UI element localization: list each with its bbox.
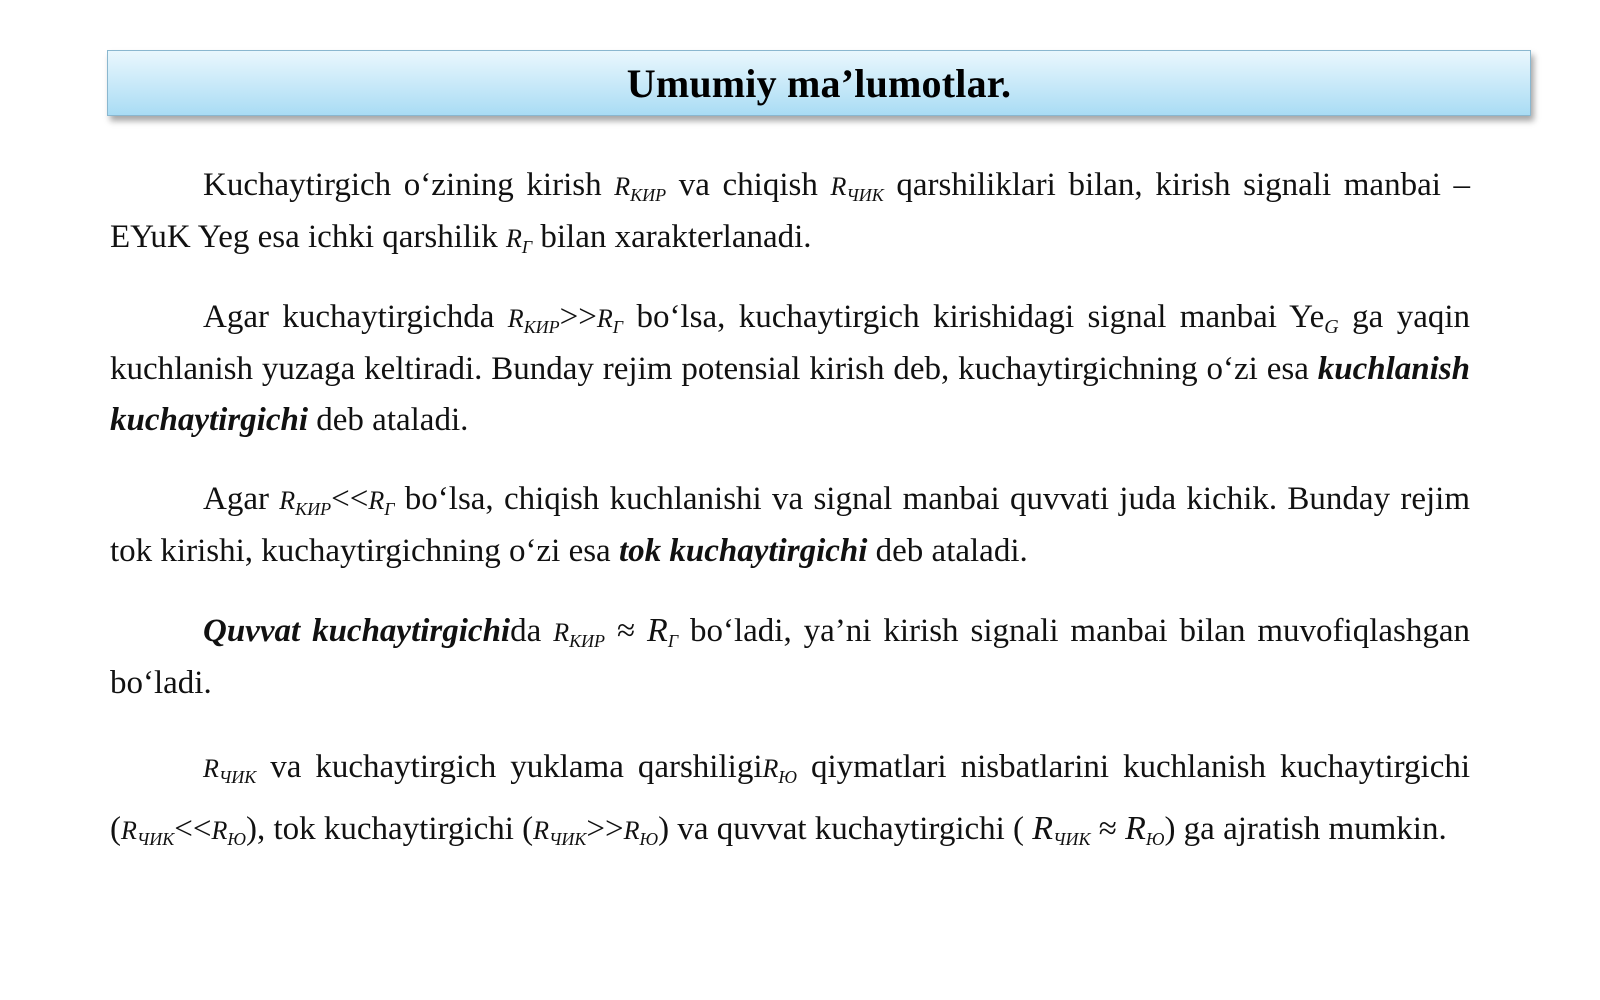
formula-r-kir-gg-r-g: $R_{КИР}>>R_Г$: [507, 299, 624, 337]
title-banner: [107, 50, 1531, 116]
paragraph-5: [110, 737, 1470, 861]
term-voltage-amplifier: kuchlanish kuchaytirgichi: [110, 351, 1471, 438]
paragraph-1: [110, 160, 1470, 264]
formula-r-chik-approx-r-yu: $R_{ЧИК} \approx R_Ю$: [1032, 810, 1165, 849]
text: bo‘lsa, kuchaytirgich kirishidagi signal manbai $Ye_G$: [636, 299, 1339, 338]
term-current-amplifier: tok kuchaytirgichi: [618, 533, 868, 569]
text: ga yaqin kuchlanish yuzaga keltiradi. Bunday rejim potensial kirish deb, kuchaytirgichning o‘zi esa: [110, 299, 1471, 387]
symbol-r-chik: $R_{ЧИК}$: [203, 754, 257, 787]
text: bilan xarakterlanadi.: [540, 219, 812, 255]
text: Agar: [203, 481, 269, 517]
text: Quvvat kuchaytirgichida: [203, 613, 542, 649]
text: qarshiliklari bilan, kirish signali manbai – EYuK Yeg esa ichki qarshilik: [110, 167, 1471, 255]
symbol-r-yu: $R_Ю$: [762, 754, 797, 787]
text: ) va quvvat kuchaytirgichi (: [658, 811, 1025, 847]
formula-r-chik-gg-r-yu: $R_{ЧИК}>>R_Ю$: [533, 811, 659, 849]
text: ), tok kuchaytirgichi (: [245, 811, 534, 847]
text: ) ga ajratish mumkin.: [1164, 811, 1447, 847]
document-body: [110, 160, 1470, 889]
symbol-r-kir: $R_{КИР}$: [553, 618, 606, 651]
term-power-amplifier: Quvvat kuchaytirgichi: [203, 613, 511, 649]
text: deb ataladi.: [875, 533, 1028, 569]
page-title: Umumiy ma’lumotlar.: [626, 60, 1012, 106]
text: bo‘ladi, ya’ni kirish signali manbai bilan muvofiqlashgan bo‘ladi.: [110, 613, 1471, 701]
text: deb ataladi.: [316, 402, 469, 438]
paragraph-3: [110, 474, 1470, 577]
text: bo‘lsa, chiqish kuchlanishi va signal manbai quvvati juda kichik. Bunday rejim tok kirishi, kuchaytirgichning o‘zi esa: [110, 481, 1470, 569]
symbol-r-g: $R_Г$: [505, 224, 533, 257]
paragraph-2: [110, 292, 1470, 446]
symbol-r-kir: $R_{КИР}$: [614, 172, 667, 205]
formula-r-kir-approx-r-g: $R_{КИР} \approx R_Г$: [553, 612, 679, 651]
text: va chiqish: [678, 167, 818, 203]
formula-r-kir-ll-r-g: $R_{КИР}<<R_Г$: [279, 481, 395, 519]
text: Kuchaytirgich o‘zining kirish: [203, 167, 602, 203]
formula-r-chik-ll-r-yu: $R_{ЧИК}<<R_Ю$: [121, 811, 246, 849]
symbol-r-g: $R_Г$: [368, 486, 395, 519]
paragraph-4: [110, 605, 1470, 709]
text: va kuchaytirgich yuklama qarshiligi: [270, 749, 763, 785]
symbol-r-g: $R_Г$: [596, 304, 624, 337]
text: Agar kuchaytirgichda: [203, 299, 495, 335]
symbol-r-chik: $R_{ЧИК}$: [830, 172, 884, 205]
symbol-r-g: $R_Г$: [647, 612, 679, 651]
symbol-r-kir: $R_{КИР}$: [279, 486, 332, 519]
symbol-r-kir: $R_{КИР}$: [507, 304, 560, 337]
text: qiymatlari nisbatlarini kuchlanish kuchaytirgichi (: [110, 749, 1471, 847]
